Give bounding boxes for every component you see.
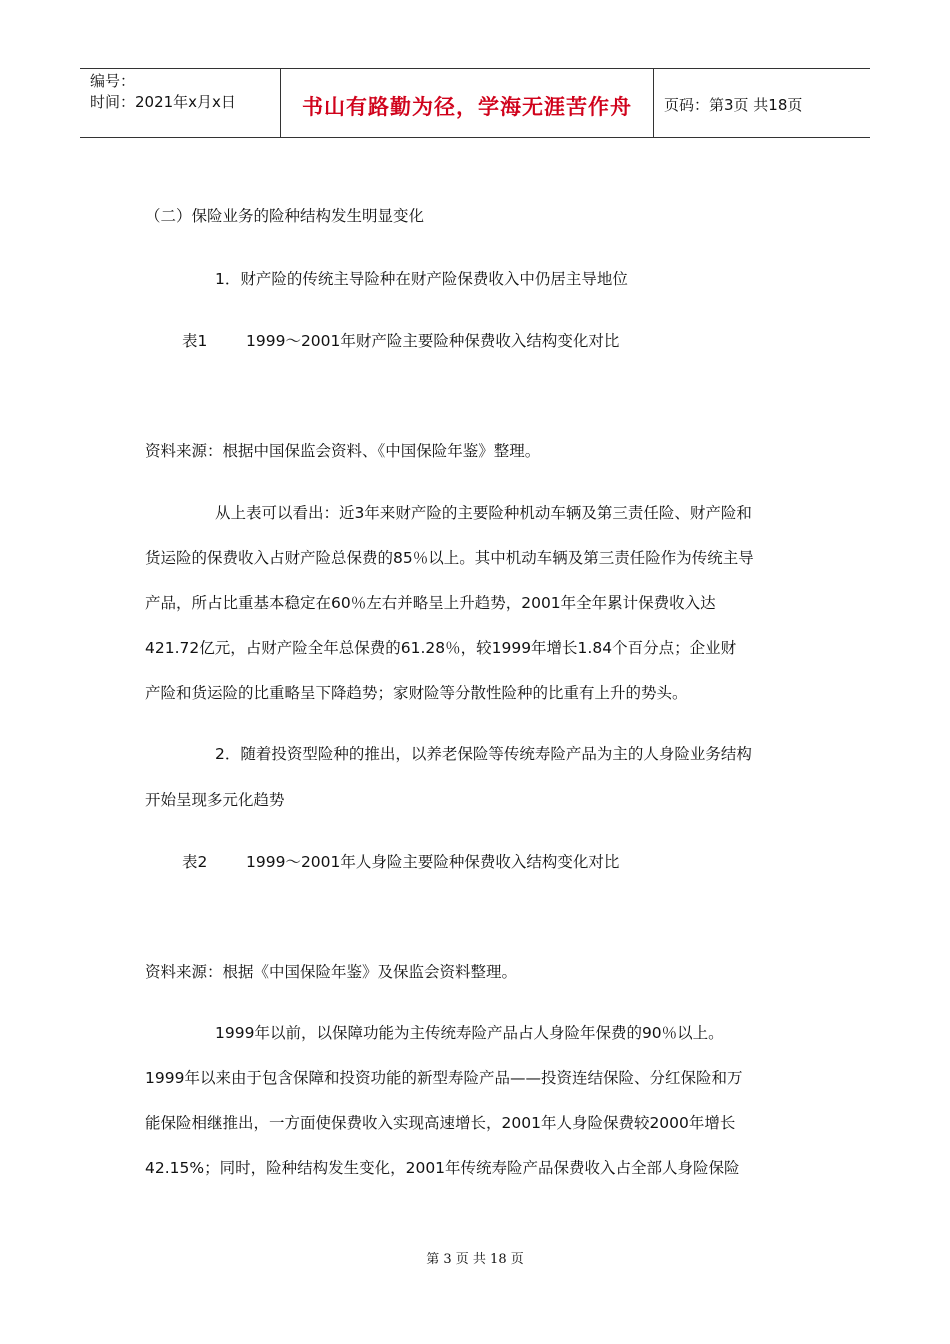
para1-line: 产险和货运险的比重略呈下降趋势；家财险等分散性险种的比重有上升的势头。 [145, 684, 688, 702]
header-page-code: 页码：第3页 共18页 [664, 96, 803, 114]
serial-label: 编号： [90, 72, 136, 90]
table1-caption [182, 331, 619, 351]
para1-line: 从上表可以看出：近3年来财产险的主要险种机动车辆及第三责任险、财产险和 [215, 504, 752, 522]
para2-line: 42.15%；同时，险种结构发生变化，2001年传统寿险产品保费收入占全部人身险保险 [145, 1159, 740, 1177]
item1-heading: 1．财产险的传统主导险种在财产险保费收入中仍居主导地位 [215, 270, 628, 288]
date-line: 时间：2021年x月x日 [90, 93, 236, 111]
header-page-cell [654, 69, 870, 137]
para1-line: 421.72亿元，占财产险全年总保费的61.28％，较1999年增长1.84个百分点；企业财 [145, 639, 737, 657]
para2-line: 1999年以前，以保障功能为主传统寿险产品占人身险年保费的90％以上。 [215, 1024, 724, 1042]
table1-title: 1999～2001年财产险主要险种保费收入结构变化对比 [246, 332, 620, 350]
table2-title: 1999～2001年人身险主要险种保费收入结构变化对比 [246, 853, 620, 871]
para2-line: 能保险相继推出，一方面使保费收入实现高速增长，2001年人身险保费较2000年增长 [145, 1114, 736, 1132]
table2-source: 资料来源：根据《中国保险年鉴》及保监会资料整理。 [145, 963, 518, 981]
table1-number: 表1 [182, 332, 208, 350]
para2-line: 1999年以来由于包含保障和投资功能的新型寿险产品——投资连结保险、分红保险和万 [145, 1069, 743, 1087]
page-footer: 第 3 页 共 18 页 [426, 1252, 524, 1267]
header-motto-cell [281, 69, 654, 137]
item2-heading-line: 2．随着投资型险种的推出，以养老保险等传统寿险产品为主的人身险业务结构 [215, 745, 752, 763]
table2-number: 表2 [182, 853, 208, 871]
para1-line: 货运险的保费收入占财产险总保费的85％以上。其中机动车辆及第三责任险作为传统主导 [145, 549, 754, 567]
item2-heading-line: 开始呈现多元化趋势 [145, 791, 285, 809]
table2-caption [182, 852, 619, 872]
para1-line: 产品，所占比重基本稳定在60％左右并略呈上升趋势，2001年全年累计保费收入达 [145, 594, 716, 612]
table1-source: 资料来源：根据中国保监会资料、《中国保险年鉴》整理。 [145, 442, 541, 460]
header-info-cell [80, 69, 281, 137]
section-heading: （二）保险业务的险种结构发生明显变化 [145, 207, 425, 225]
header-motto: 书山有路勤为径，学海无涯苦作舟 [302, 95, 632, 119]
page-header [80, 68, 870, 138]
